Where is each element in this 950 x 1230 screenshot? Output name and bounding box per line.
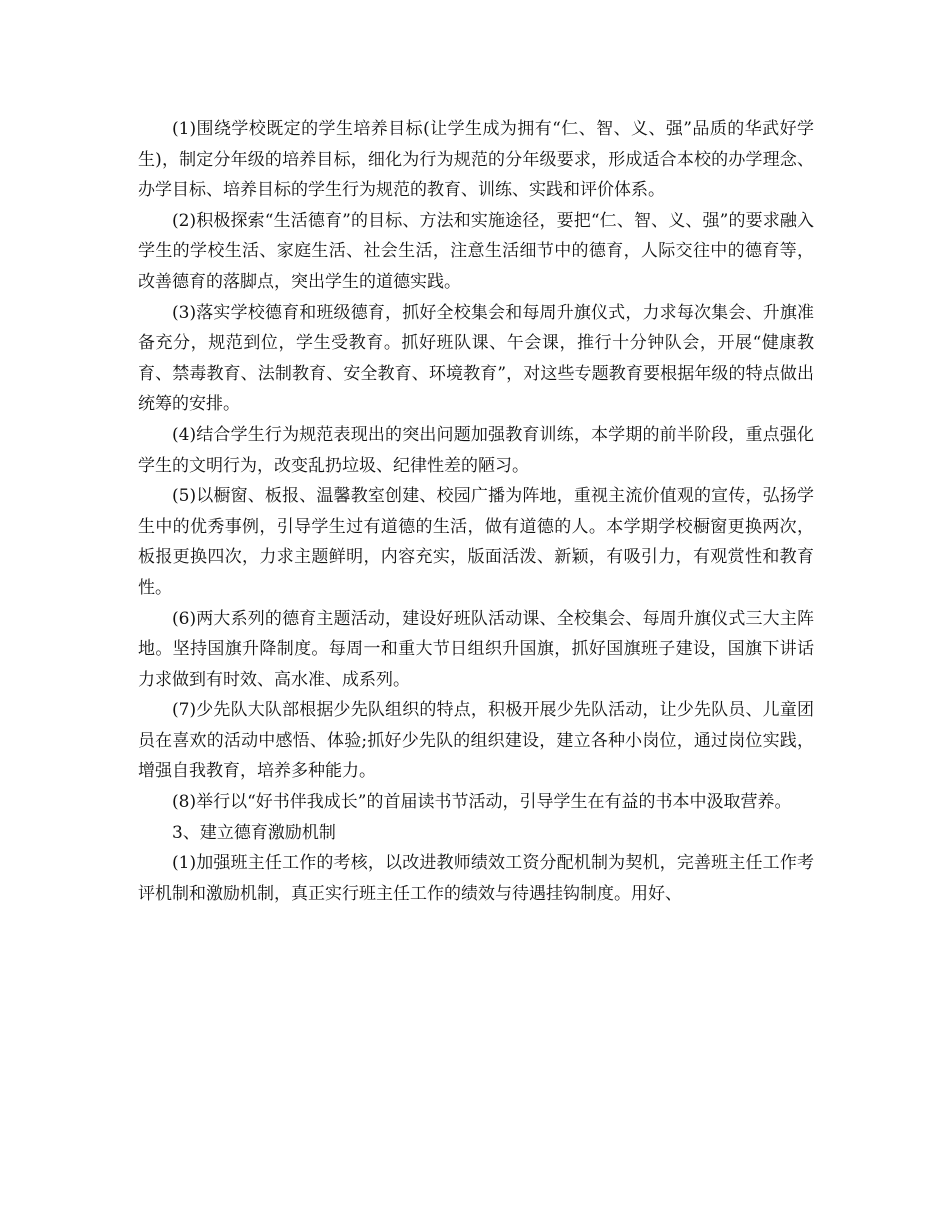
paragraph-4: (4)结合学生行为规范表现出的突出问题加强教育训练，本学期的前半阶段，重点强化学生的文明行为，改变乱扔垃圾、纪律性差的陋习。: [138, 424, 814, 476]
section-heading: 3、建立德育激励机制: [172, 822, 336, 843]
paragraph-1: (1)围绕学校既定的学生培养目标(让学生成为拥有“仁、智、义、强”品质的华武好学生)，制定分年级的培养目标，细化为行为规范的分年级要求，形成适合本校的办学理念、办学目标、培养目标的学生行为规范的教育、训练、实践和评价体系。: [138, 119, 814, 201]
paragraph-7: (7)少先队大队部根据少先队组织的特点，积极开展少先队活动，让少先队员、儿童团员在喜欢的活动中感悟、体验;抓好少先队的组织建设，建立各种小岗位，通过岗位实践，增强自我教育，培养多种能力。: [138, 700, 814, 782]
paragraph-8: (8)举行以“好书伴我成长”的首届读书节活动，引导学生在有益的书本中汲取营养。: [172, 792, 792, 813]
paragraph-3: (3)落实学校德育和班级德育，抓好全校集会和每周升旗仪式，力求每次集会、升旗准备充分，规范到位，学生受教育。抓好班队课、午会课，推行十分钟队会，开展“健康教育、禁毒教育、法制教育、安全教育、环境教育”，对这些专题教育要根据年级的特点做出统筹的安排。: [138, 302, 814, 415]
paragraph-6: (6)两大系列的德育主题活动，建设好班队活动课、全校集会、每周升旗仪式三大主阵地。坚持国旗升降制度。每周一和重大节日组织升国旗，抓好国旗班子建设，国旗下讲话力求做到有时效、高水准、成系列。: [138, 608, 814, 690]
document-body: [138, 114, 814, 909]
paragraph-2: (2)积极探索“生活德育”的目标、方法和实施途径，要把“仁、智、义、强”的要求融入学生的学校生活、家庭生活、社会生活，注意生活细节中的德育，人际交往中的德育等，改善德育的落脚点，突出学生的道德实践。: [138, 210, 814, 292]
paragraph-5: (5)以橱窗、板报、温馨教室创建、校园广播为阵地，重视主流价值观的宣传，弘扬学生中的优秀事例，引导学生过有道德的生活，做有道德的人。本学期学校橱窗更换两次，板报更换四次，力求主题鲜明，内容充实，版面活泼、新颖，有吸引力，有观赏性和教育性。: [138, 486, 814, 598]
paragraph-9: (1)加强班主任工作的考核，以改进教师绩效工资分配机制为契机，完善班主任工作考评机制和激励机制，真正实行班主任工作的绩效与待遇挂钩制度。用好、: [138, 853, 814, 904]
